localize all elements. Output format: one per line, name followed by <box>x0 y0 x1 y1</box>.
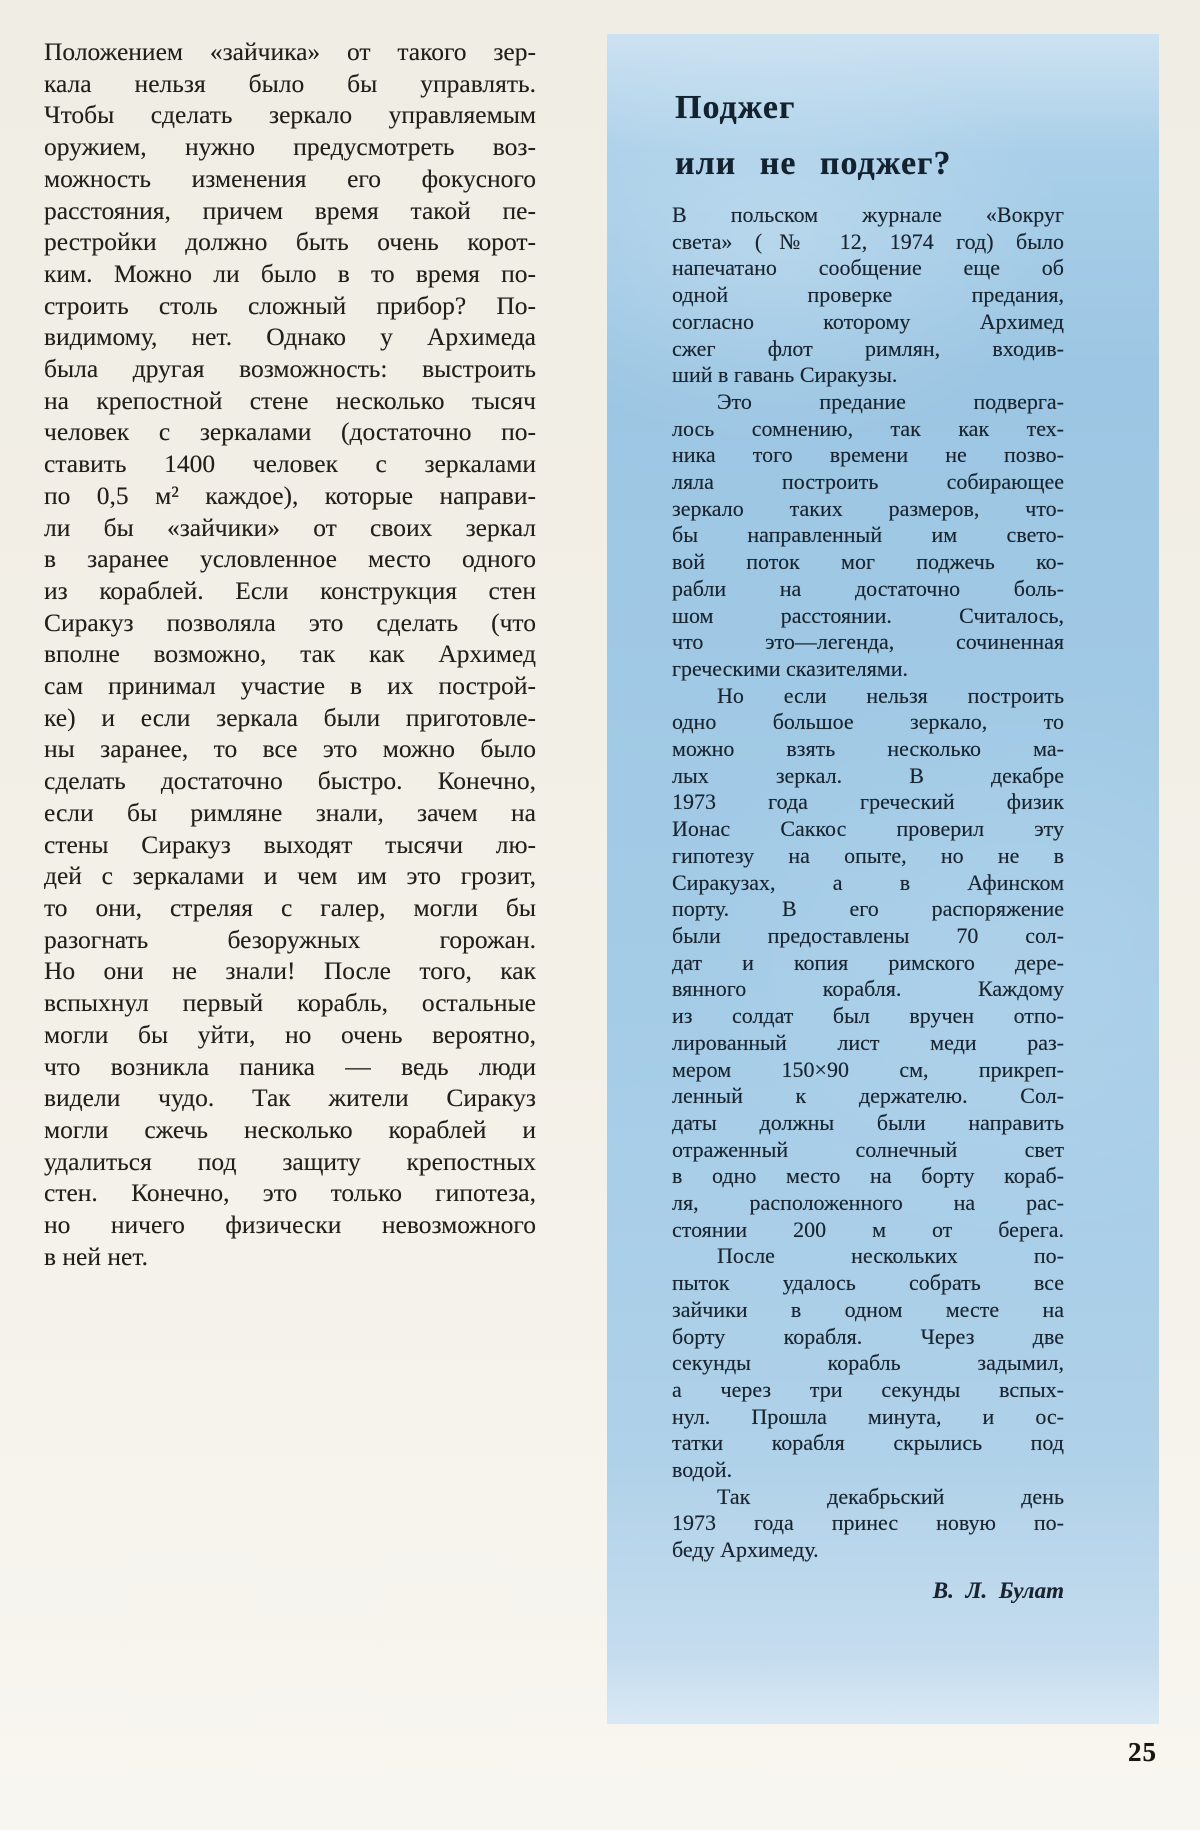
text-line: водой. <box>672 1457 733 1483</box>
text-line: гипотезу на опыте, но не в <box>672 842 1064 868</box>
sidebar-panel <box>607 34 1159 1724</box>
text-line: вспыхнул первый корабль, остальные <box>44 988 536 1018</box>
text-line: расстояния, причем время такой пе- <box>44 195 536 225</box>
text-line: Ионас Саккос проверил эту <box>672 816 1064 842</box>
text-line: дат и копия римского дере- <box>672 949 1064 975</box>
text-line: ны заранее, то все это можно было <box>44 734 536 764</box>
text-line: на крепостной стене несколько тысяч <box>44 385 536 415</box>
text-line: отраженный солнечный свет <box>672 1136 1064 1162</box>
text-line: человек с зеркалами (достаточно по- <box>44 417 536 447</box>
text-line: была другая возможность: выстроить <box>44 354 536 384</box>
text-line: В польском журнале «Вокруг <box>672 202 1064 227</box>
text-line: были предоставлены 70 сол- <box>672 922 1064 948</box>
text-line: Но если нельзя построить <box>717 682 1064 708</box>
text-line: дей с зеркалами и чем им это грозит, <box>44 861 536 891</box>
text-line: разогнать безоружных горожан. <box>44 924 536 954</box>
text-line: ника того времени не позво- <box>672 442 1064 468</box>
text-line: рабли на достаточно боль- <box>672 575 1064 601</box>
text-line: Положением «зайчика» от такого зер- <box>44 37 536 66</box>
text-line: видимому, нет. Однако у Архимеда <box>44 322 536 352</box>
text-line: а через три секунды вспых- <box>672 1376 1064 1402</box>
text-line: зайчики в одном месте на <box>672 1296 1064 1322</box>
text-line: что возникла паника — ведь люди <box>44 1051 536 1081</box>
text-line: из кораблей. Если конструкция стен <box>44 575 536 605</box>
text-line: Чтобы сделать зеркало управляемым <box>44 100 536 130</box>
text-line: татки корабля скрылись под <box>672 1430 1064 1456</box>
text-line: ким. Можно ли было в то время по- <box>44 258 536 288</box>
text-line: стоянии 200 м от берега. <box>672 1216 1064 1242</box>
article-left-column <box>44 36 536 1272</box>
text-line: но ничего физически невозможного <box>44 1210 536 1240</box>
text-line: сам принимал участие в их построй- <box>44 671 536 701</box>
text-line: одно большое зеркало, то <box>672 709 1064 735</box>
text-line: по 0,5 м² каждое), которые направи- <box>44 480 536 510</box>
text-line: Сиракуз позволяла это сделать (что <box>44 607 536 637</box>
text-line: стены Сиракуз выходят тысячи лю- <box>44 829 536 859</box>
text-line: могли сжечь несколько кораблей и <box>44 1114 536 1144</box>
text-line: в ней нет. <box>44 1241 148 1271</box>
text-line: шом расстоянии. Считалось, <box>672 602 1064 628</box>
text-line: Сиракузах, а в Афинском <box>672 869 1064 895</box>
text-line: мером 150×90 см, прикреп- <box>672 1056 1064 1082</box>
text-line: зеркало таких размеров, что- <box>672 495 1064 521</box>
text-line: лось сомнению, так как тех- <box>672 415 1064 441</box>
text-line: удалиться под защиту крепостных <box>44 1146 536 1176</box>
author-byline: В. Л. Булат <box>932 1577 1064 1603</box>
text-line: вполне возможно, так как Архимед <box>44 639 536 669</box>
text-line: видели чудо. Так жители Сиракуз <box>44 1083 536 1113</box>
sidebar-title <box>675 80 1159 192</box>
sidebar-body <box>672 202 1064 1564</box>
text-line: 1973 года принес новую по- <box>672 1510 1064 1536</box>
sidebar-title-line-1: Поджег <box>675 89 796 126</box>
text-line: что это—легенда, сочиненная <box>672 629 1064 655</box>
text-line: света» (№ 12, 1974 год) было <box>672 228 1064 254</box>
text-line: вой поток мог поджечь ко- <box>672 549 1064 575</box>
text-line: можно взять несколько ма- <box>672 736 1064 762</box>
text-line: ленный к держателю. Сол- <box>672 1083 1064 1109</box>
text-line: строить столь сложный прибор? По- <box>44 290 536 320</box>
page-number: 25 <box>1128 1737 1157 1767</box>
text-line: сделать достаточно быстро. Конечно, <box>44 766 536 796</box>
text-line: можность изменения его фокусного <box>44 163 536 193</box>
text-line: секунды корабль задымил, <box>672 1350 1064 1376</box>
text-line: согласно которому Архимед <box>672 308 1064 334</box>
text-line: беду Архимеду. <box>672 1537 819 1563</box>
text-line: в заранее условленное место одного <box>44 544 536 574</box>
text-line: то они, стреляя с галер, могли бы <box>44 892 536 922</box>
text-line: оружием, нужно предусмотреть воз- <box>44 132 536 162</box>
text-line: порту. В его распоряжение <box>672 896 1064 922</box>
text-line: ке) и если зеркала были приготовле- <box>44 702 536 732</box>
text-line: напечатано сообщение еще об <box>672 255 1064 281</box>
text-line: могли бы уйти, но очень вероятно, <box>44 1019 536 1049</box>
text-line: сжег флот римлян, входив- <box>672 335 1064 361</box>
text-line: ший в гавань Сиракузы. <box>672 362 898 388</box>
text-line: Но они не знали! После того, как <box>44 956 536 986</box>
text-line: 1973 года греческий физик <box>672 789 1064 815</box>
text-line: рестройки должно быть очень корот- <box>44 227 536 257</box>
text-line: кала нельзя было бы управлять. <box>44 68 536 98</box>
text-line: если бы римляне знали, зачем на <box>44 797 536 827</box>
text-line: борту корабля. Через две <box>672 1323 1064 1349</box>
text-line: нул. Прошла минута, и ос- <box>672 1403 1064 1429</box>
text-line: даты должны были направить <box>672 1109 1064 1135</box>
text-line: ставить 1400 человек с зеркалами <box>44 449 536 479</box>
text-line: из солдат был вручен отпо- <box>672 1003 1064 1029</box>
text-line: бы направленный им свето- <box>672 522 1064 548</box>
sidebar-title-line-2: или не поджег? <box>675 145 952 182</box>
text-line: ляла построить собирающее <box>672 469 1064 495</box>
text-line: одной проверке предания, <box>672 282 1064 308</box>
text-line: ли бы «зайчики» от своих зеркал <box>44 512 536 542</box>
text-line: Так декабрьский день <box>717 1483 1064 1509</box>
text-line: После нескольких по- <box>717 1243 1064 1269</box>
text-line: в одно место на борту кораб- <box>672 1163 1064 1189</box>
text-line: лых зеркал. В декабре <box>672 762 1064 788</box>
text-line: греческими сказителями. <box>672 655 909 681</box>
text-line: пыток удалось собрать все <box>672 1270 1064 1296</box>
text-line: стен. Конечно, это только гипотеза, <box>44 1178 536 1208</box>
text-line: вянного корабля. Каждому <box>672 976 1064 1002</box>
text-line: ля, расположенного на рас- <box>672 1190 1064 1216</box>
text-line: лированный лист меди раз- <box>672 1029 1064 1055</box>
text-line: Это предание подверга- <box>717 388 1064 414</box>
